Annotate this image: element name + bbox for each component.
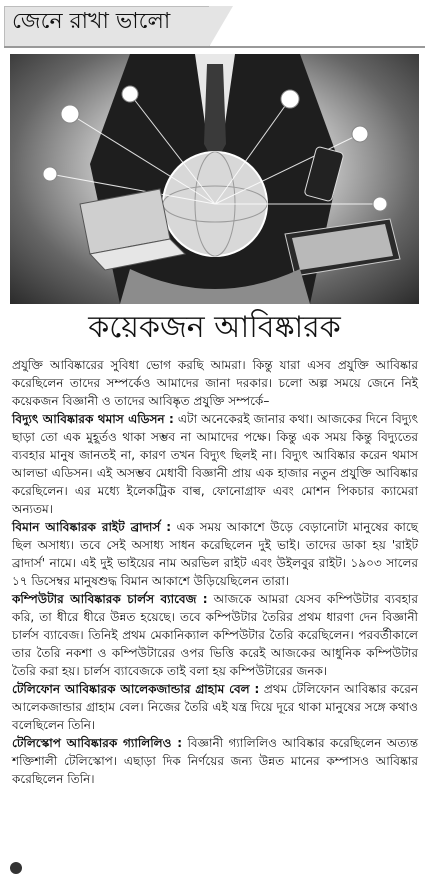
paragraph-lead: টেলিস্কোপ আবিষ্কারক গ্যালিলিও : (12, 736, 183, 750)
paragraph-text: এটা অনেকেরই জানার কথা। আজকের দিনে বিদ্যুৎ ছাড়া তো এক মুহূর্তও থাকা সম্ভব না আমাদের পক্ষে। কিন্তু এক সময় কিন্তু বিদ্যুতের ব্যবহার মানুষ জানতই না, কারণ তখন বিদ্যুৎ ছিলই না। বিদ্যুৎ আবিষ্কার করেন থমাস আলভা এডিসন। এই অসম্ভব মেধাবী বিজ্ঞানী প্রায় এক হাজার নতুন প্রযুক্তি আবিষ্কার করেছিলেন। এর মধ্যে ইলেকট্রিক বাল্ব, ফোনোগ্রাফ এবং মোশন পিকচার ক্যামেরা অন্যতম। (12, 412, 418, 516)
paragraph-edison (12, 410, 418, 518)
article-body (12, 356, 418, 788)
footer-bullet-icon (10, 862, 22, 874)
paragraph-lead: টেলিফোন আবিষ্কারক আলেকজান্ডার গ্রাহাম বেল : (12, 682, 260, 696)
paragraph-text: এক সময় আকাশে উড়ে বেড়ানোটা মানুষের কাছে ছিল অসাধ্য। তবে সেই অসাধ্য সাধন করেছিলেন দুই ভাই। তাদের ডাকা হয় 'রাইট ব্রাদার্স' নামে। এই দুই ভাইয়ের নাম অরভিল রাইট এবং উইলবুর রাইট। ১৯০৩ সালের ১৭ ডিসেম্বর মানুষশুদ্ধ বিমান আকাশে উড়িয়েছিলেন তারা। (12, 520, 418, 588)
paragraph-text: আজকে আমরা যেসব কম্পিউটার ব্যবহার করি, তা ধীরে ধীরে উন্নত হয়েছে। তবে কম্পিউটার তৈরির প্রথম ধারণা দেন বিজ্ঞানী চার্লস ব্যাবেজ। তিনিই প্রথম মেকানিক্যাল কম্পিউটার তৈরি করেছিলেন। পরবর্তীকালে তার তৈরি নকশা ও কম্পিউটারের ওপর ভিত্তি করেই আজকের আধুনিক কম্পিউটার তৈরি করা হয়। চার্লস ব্যাবেজকে তাই বলা হয় কম্পিউটারের জনক। (12, 592, 419, 678)
section-title: জেনে রাখা ভালো (12, 9, 171, 34)
paragraph-babbage (12, 590, 418, 680)
paragraph-text: প্রথম টেলিফোন আবিষ্কার করেন আলেকজান্ডার গ্রাহাম বেল। নিজের তৈরি এই যন্ত্র দিয়ে দূরে থাকা মানুষের সঙ্গে কথাও বলেছিলেন তিনি। (12, 682, 419, 732)
article-headline: কয়েকজন আবিষ্কারক (88, 310, 341, 345)
hero-illustration (10, 54, 419, 304)
paragraph-text: বিজ্ঞানী গ্যালিলিও আবিষ্কার করেছিলেন অত্যন্ত শক্তিশালী টেলিস্কোপ। এছাড়া দিক নির্ণয়ের জন্য উন্নত মানের কম্পাসও আবিষ্কার করেছিলেন তিনি। (12, 736, 418, 786)
paragraph-galileo (12, 734, 418, 788)
hero-image (10, 54, 419, 304)
paragraph-lead: বিমান আবিষ্কারক রাইট ব্রাদার্স : (12, 520, 172, 534)
paragraph-lead: বিদ্যুৎ আবিষ্কারক থমাস এডিসন : (12, 412, 174, 426)
paragraph-bell (12, 680, 418, 734)
header-rule (4, 46, 425, 48)
article-intro: প্রযুক্তি আবিষ্কারের সুবিধা ভোগ করছি আমরা। কিন্তু যারা এসব প্রযুক্তি আবিষ্কার করেছিলেন তাদের সম্পর্কেও আমাদের জানা দরকার। চলো অল্প সময়ে জেনে নিই কয়েকজন বিজ্ঞানী ও তাদের আবিষ্কৃত প্রযুক্তি সম্পর্কে– (12, 358, 418, 408)
paragraph-lead: কম্পিউটার আবিষ্কারক চার্লস ব্যাবেজ : (12, 592, 208, 606)
section-header (0, 0, 429, 56)
paragraph-wright (12, 518, 418, 590)
